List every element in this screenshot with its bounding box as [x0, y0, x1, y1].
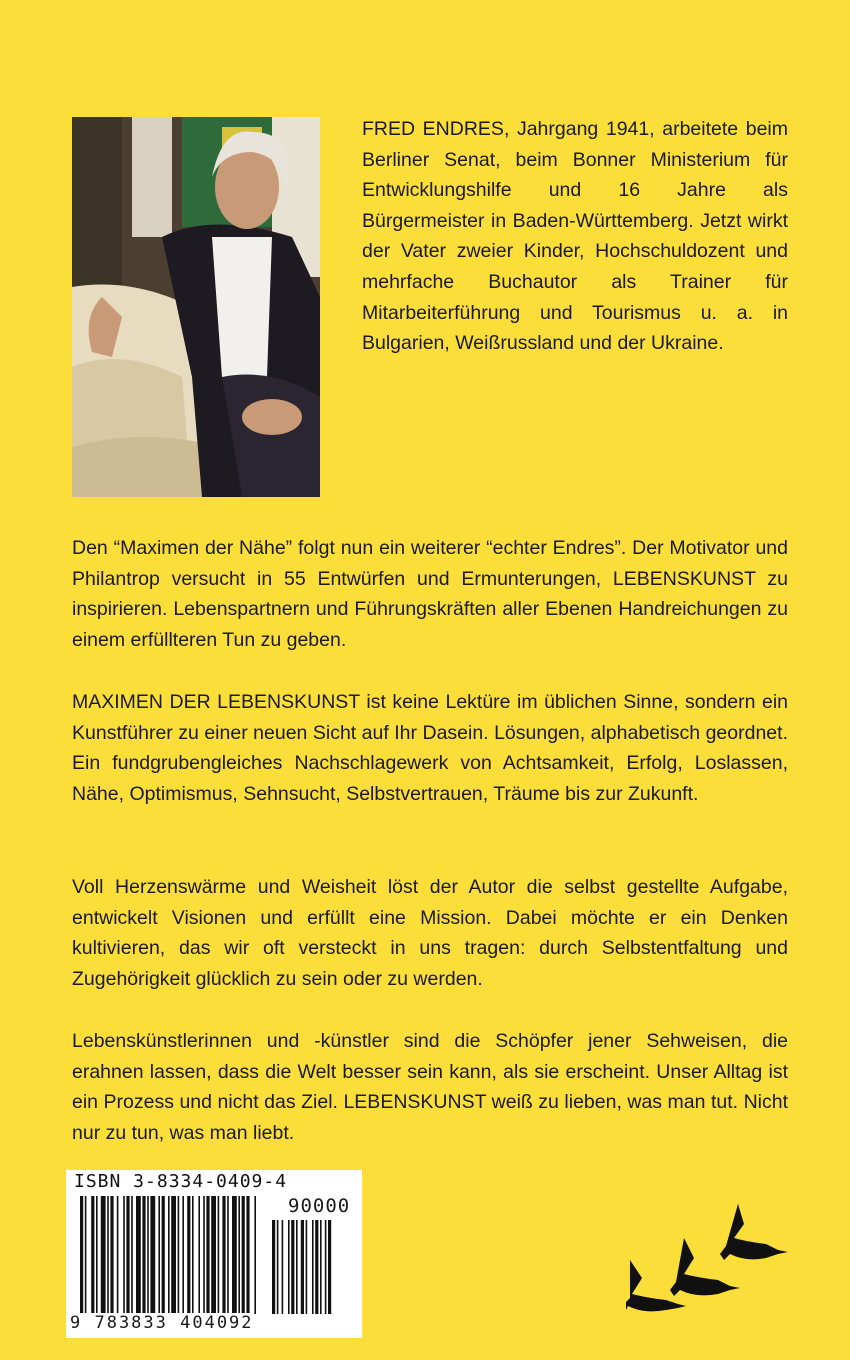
blurb-paragraph-3: Voll Herzenswärme und Weisheit löst der Autor die selbst gestellte Aufgabe, entwickelt Visionen und erfüllt eine Mission. Dabei möchte er ein Denken kultivieren, das wir oft versteckt in uns tragen: durch Selbstentfaltung und Zugehörigkeit glücklich zu sein oder zu werden. — [72, 876, 788, 990]
author-bio: FRED ENDRES, Jahrgang 1941, arbeitete beim Berliner Senat, beim Bonner Ministerium für Entwicklungshilfe und 16 Jahre als Bürgermeister in Baden-Württemberg. Jetzt wirkt der Vater zweier Kinder, Hochschuldozent und mehrfache Buchautor als Trainer für Mitarbeiterführung und Tourismus u. a. in Bulgarien, Weißrussland und der Ukraine. — [362, 118, 788, 355]
flying-ducks-icon — [626, 1198, 788, 1314]
price-code: 90000 — [288, 1195, 351, 1217]
ean-number: 9 783833 404092 — [70, 1313, 254, 1333]
author-photo — [72, 117, 320, 497]
blurb-paragraph-4: Lebenskünstlerinnen und -künstler sind die Schöpfer jener Sehweisen, die erahnen lassen, dass die Welt besser sein kann, als sie erscheint. Unser Alltag ist ein Prozess und nicht das Ziel. LEBENSKUNST weiß zu lieben, was man tut. Nicht nur zu tun, was man liebt. — [72, 1030, 788, 1144]
blurb-paragraph-1: Den “Maximen der Nähe” folgt nun ein weiterer “echter Endres”. Der Motivator und Philantrop versucht in 55 Entwürfen und Ermunterungen, LEBENSKUNST zu inspirieren. Lebenspartnern und Führungskräften aller Ebenen Handreichungen zu einem erfüllteren Tun zu geben. — [72, 537, 788, 651]
isbn-number: ISBN 3-8334-0409-4 — [74, 1171, 288, 1192]
isbn-barcode — [66, 1170, 362, 1338]
blurb-paragraph-2: MAXIMEN DER LEBENSKUNST ist keine Lektüre im üblichen Sinne, sondern ein Kunstführer zu einer neuen Sicht auf Ihr Dasein. Lösungen, alphabetisch geordnet. Ein fundgrubengleiches Nachschlagewerk von Achtsamkeit, Erfolg, Loslassen, Nähe, Optimismus, Sehnsucht, Selbstvertrauen, Träume bis zur Zukunft. — [72, 691, 788, 805]
